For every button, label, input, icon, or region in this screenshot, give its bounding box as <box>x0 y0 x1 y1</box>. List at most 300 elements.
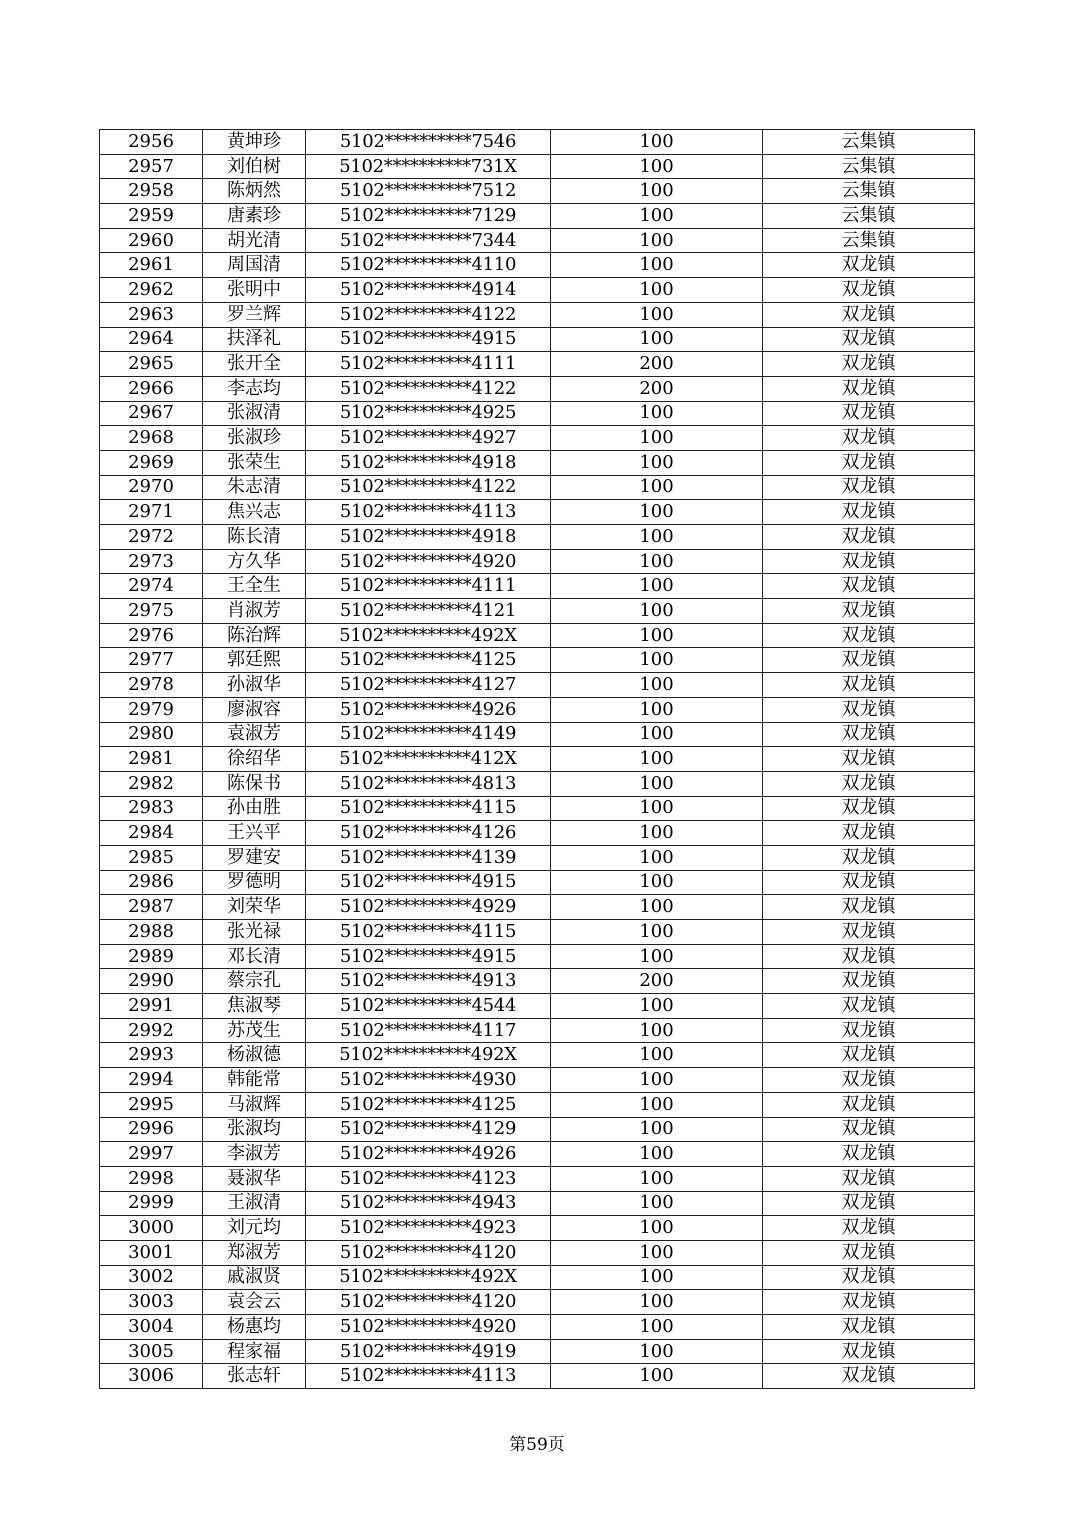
cell-name: 廖淑容 <box>203 697 306 722</box>
cell-id-number: 5102**********4929 <box>306 895 551 920</box>
cell-name: 张志轩 <box>203 1364 306 1389</box>
cell-amount: 100 <box>551 1265 763 1290</box>
cell-name: 苏茂生 <box>203 1018 306 1043</box>
cell-id-number: 5102**********4122 <box>306 475 551 500</box>
cell-name: 罗建安 <box>203 845 306 870</box>
cell-id-number: 5102**********4913 <box>306 969 551 994</box>
cell-id-number: 5102**********492X <box>306 1043 551 1068</box>
cell-amount: 100 <box>551 599 763 624</box>
cell-town: 双龙镇 <box>763 623 975 648</box>
table-row <box>100 895 975 920</box>
cell-name: 郑淑芳 <box>203 1240 306 1265</box>
cell-name: 张光禄 <box>203 920 306 945</box>
table-row <box>100 204 975 229</box>
cell-id-number: 5102**********492X <box>306 623 551 648</box>
table-row <box>100 623 975 648</box>
cell-name: 李淑芳 <box>203 1142 306 1167</box>
cell-id-number: 5102**********4149 <box>306 722 551 747</box>
cell-id-number: 5102**********4926 <box>306 1142 551 1167</box>
cell-name: 韩能常 <box>203 1068 306 1093</box>
table-row <box>100 475 975 500</box>
cell-seq-no: 2961 <box>100 253 203 278</box>
cell-seq-no: 2970 <box>100 475 203 500</box>
cell-town: 云集镇 <box>763 204 975 229</box>
cell-seq-no: 2967 <box>100 401 203 426</box>
roster-table <box>99 129 975 1389</box>
cell-name: 刘伯树 <box>203 154 306 179</box>
table-row <box>100 722 975 747</box>
cell-id-number: 5102**********7512 <box>306 179 551 204</box>
table-row <box>100 1216 975 1241</box>
cell-amount: 100 <box>551 722 763 747</box>
roster-table-body <box>100 130 975 1389</box>
cell-id-number: 5102**********4126 <box>306 821 551 846</box>
cell-name: 唐素珍 <box>203 204 306 229</box>
cell-town: 双龙镇 <box>763 994 975 1019</box>
cell-amount: 100 <box>551 154 763 179</box>
cell-amount: 100 <box>551 1290 763 1315</box>
cell-name: 张淑清 <box>203 401 306 426</box>
cell-seq-no: 2966 <box>100 376 203 401</box>
table-row <box>100 426 975 451</box>
cell-amount: 100 <box>551 1092 763 1117</box>
cell-id-number: 5102**********4544 <box>306 994 551 1019</box>
cell-seq-no: 3005 <box>100 1339 203 1364</box>
cell-town: 云集镇 <box>763 154 975 179</box>
cell-id-number: 5102**********412X <box>306 747 551 772</box>
cell-town: 双龙镇 <box>763 920 975 945</box>
cell-town: 双龙镇 <box>763 525 975 550</box>
table-row <box>100 1364 975 1389</box>
cell-seq-no: 2998 <box>100 1166 203 1191</box>
cell-amount: 100 <box>551 1240 763 1265</box>
table-row <box>100 130 975 155</box>
cell-seq-no: 2957 <box>100 154 203 179</box>
cell-id-number: 5102**********4113 <box>306 1364 551 1389</box>
cell-id-number: 5102**********7129 <box>306 204 551 229</box>
table-row <box>100 253 975 278</box>
cell-seq-no: 2975 <box>100 599 203 624</box>
cell-name: 张开全 <box>203 352 306 377</box>
cell-name: 肖淑芳 <box>203 599 306 624</box>
table-row <box>100 870 975 895</box>
cell-name: 邓长清 <box>203 944 306 969</box>
cell-id-number: 5102**********4123 <box>306 1166 551 1191</box>
cell-seq-no: 2987 <box>100 895 203 920</box>
cell-amount: 100 <box>551 401 763 426</box>
cell-amount: 100 <box>551 944 763 969</box>
cell-seq-no: 2985 <box>100 845 203 870</box>
cell-seq-no: 2991 <box>100 994 203 1019</box>
cell-name: 戚淑贤 <box>203 1265 306 1290</box>
cell-town: 双龙镇 <box>763 673 975 698</box>
cell-id-number: 5102**********4111 <box>306 574 551 599</box>
cell-name: 陈炳然 <box>203 179 306 204</box>
cell-town: 双龙镇 <box>763 1265 975 1290</box>
table-row <box>100 821 975 846</box>
cell-amount: 100 <box>551 623 763 648</box>
cell-amount: 100 <box>551 1043 763 1068</box>
cell-amount: 100 <box>551 648 763 673</box>
cell-seq-no: 2993 <box>100 1043 203 1068</box>
cell-town: 双龙镇 <box>763 796 975 821</box>
cell-town: 双龙镇 <box>763 599 975 624</box>
cell-town: 双龙镇 <box>763 747 975 772</box>
cell-town: 双龙镇 <box>763 253 975 278</box>
cell-seq-no: 2992 <box>100 1018 203 1043</box>
cell-name: 郭廷熙 <box>203 648 306 673</box>
cell-amount: 100 <box>551 870 763 895</box>
table-row <box>100 1043 975 1068</box>
table-row <box>100 549 975 574</box>
cell-id-number: 5102**********4918 <box>306 450 551 475</box>
cell-seq-no: 2972 <box>100 525 203 550</box>
cell-town: 双龙镇 <box>763 1068 975 1093</box>
cell-seq-no: 2968 <box>100 426 203 451</box>
cell-town: 双龙镇 <box>763 450 975 475</box>
cell-amount: 100 <box>551 673 763 698</box>
cell-town: 双龙镇 <box>763 549 975 574</box>
cell-name: 张明中 <box>203 278 306 303</box>
cell-town: 云集镇 <box>763 228 975 253</box>
cell-amount: 100 <box>551 574 763 599</box>
cell-town: 双龙镇 <box>763 895 975 920</box>
table-row <box>100 1191 975 1216</box>
cell-id-number: 5102**********4120 <box>306 1290 551 1315</box>
cell-name: 朱志清 <box>203 475 306 500</box>
cell-town: 双龙镇 <box>763 722 975 747</box>
cell-amount: 100 <box>551 1364 763 1389</box>
cell-name: 罗德明 <box>203 870 306 895</box>
cell-name: 罗兰辉 <box>203 302 306 327</box>
cell-seq-no: 2959 <box>100 204 203 229</box>
cell-town: 双龙镇 <box>763 376 975 401</box>
cell-amount: 100 <box>551 796 763 821</box>
cell-name: 马淑辉 <box>203 1092 306 1117</box>
cell-name: 刘元均 <box>203 1216 306 1241</box>
table-row <box>100 1166 975 1191</box>
cell-id-number: 5102**********4122 <box>306 302 551 327</box>
cell-name: 王兴平 <box>203 821 306 846</box>
cell-amount: 100 <box>551 475 763 500</box>
cell-seq-no: 3000 <box>100 1216 203 1241</box>
cell-amount: 200 <box>551 969 763 994</box>
cell-name: 杨惠均 <box>203 1315 306 1340</box>
table-row <box>100 1315 975 1340</box>
cell-amount: 100 <box>551 278 763 303</box>
cell-id-number: 5102**********4110 <box>306 253 551 278</box>
cell-seq-no: 2979 <box>100 697 203 722</box>
cell-name: 袁会云 <box>203 1290 306 1315</box>
cell-seq-no: 2997 <box>100 1142 203 1167</box>
cell-name: 焦兴志 <box>203 500 306 525</box>
cell-amount: 100 <box>551 1339 763 1364</box>
cell-amount: 100 <box>551 920 763 945</box>
cell-town: 双龙镇 <box>763 1117 975 1142</box>
cell-name: 王全生 <box>203 574 306 599</box>
table-row <box>100 401 975 426</box>
cell-id-number: 5102**********4115 <box>306 796 551 821</box>
cell-seq-no: 2971 <box>100 500 203 525</box>
cell-town: 双龙镇 <box>763 1142 975 1167</box>
cell-name: 蔡宗孔 <box>203 969 306 994</box>
cell-town: 双龙镇 <box>763 648 975 673</box>
cell-id-number: 5102**********492X <box>306 1265 551 1290</box>
cell-town: 双龙镇 <box>763 944 975 969</box>
table-row <box>100 697 975 722</box>
table-row <box>100 525 975 550</box>
table-row <box>100 228 975 253</box>
cell-name: 袁淑芳 <box>203 722 306 747</box>
cell-name: 徐绍华 <box>203 747 306 772</box>
cell-name: 李志均 <box>203 376 306 401</box>
cell-amount: 100 <box>551 549 763 574</box>
table-row <box>100 376 975 401</box>
cell-town: 双龙镇 <box>763 1216 975 1241</box>
cell-amount: 100 <box>551 253 763 278</box>
cell-seq-no: 3003 <box>100 1290 203 1315</box>
cell-amount: 100 <box>551 895 763 920</box>
table-row <box>100 574 975 599</box>
cell-name: 方久华 <box>203 549 306 574</box>
cell-seq-no: 3006 <box>100 1364 203 1389</box>
cell-seq-no: 2996 <box>100 1117 203 1142</box>
cell-amount: 100 <box>551 1117 763 1142</box>
cell-id-number: 5102**********4117 <box>306 1018 551 1043</box>
cell-amount: 100 <box>551 1068 763 1093</box>
cell-name: 聂淑华 <box>203 1166 306 1191</box>
cell-seq-no: 2984 <box>100 821 203 846</box>
cell-seq-no: 2965 <box>100 352 203 377</box>
cell-seq-no: 2983 <box>100 796 203 821</box>
cell-id-number: 5102**********4125 <box>306 648 551 673</box>
cell-town: 双龙镇 <box>763 1290 975 1315</box>
cell-town: 双龙镇 <box>763 475 975 500</box>
cell-id-number: 5102**********4943 <box>306 1191 551 1216</box>
table-row <box>100 327 975 352</box>
cell-name: 杨淑德 <box>203 1043 306 1068</box>
table-row <box>100 1142 975 1167</box>
cell-name: 张淑均 <box>203 1117 306 1142</box>
cell-id-number: 5102**********4125 <box>306 1092 551 1117</box>
cell-amount: 100 <box>551 130 763 155</box>
cell-name: 陈治辉 <box>203 623 306 648</box>
cell-id-number: 5102**********731X <box>306 154 551 179</box>
cell-id-number: 5102**********4930 <box>306 1068 551 1093</box>
cell-town: 双龙镇 <box>763 870 975 895</box>
cell-amount: 100 <box>551 845 763 870</box>
cell-id-number: 5102**********4113 <box>306 500 551 525</box>
cell-id-number: 5102**********7546 <box>306 130 551 155</box>
cell-id-number: 5102**********7344 <box>306 228 551 253</box>
cell-amount: 100 <box>551 1142 763 1167</box>
cell-seq-no: 2978 <box>100 673 203 698</box>
table-row <box>100 944 975 969</box>
cell-town: 双龙镇 <box>763 1240 975 1265</box>
cell-name: 黄坤珍 <box>203 130 306 155</box>
cell-amount: 100 <box>551 771 763 796</box>
cell-town: 双龙镇 <box>763 697 975 722</box>
cell-id-number: 5102**********4915 <box>306 327 551 352</box>
cell-seq-no: 2986 <box>100 870 203 895</box>
cell-name: 王淑清 <box>203 1191 306 1216</box>
cell-id-number: 5102**********4915 <box>306 870 551 895</box>
cell-seq-no: 2977 <box>100 648 203 673</box>
cell-id-number: 5102**********4923 <box>306 1216 551 1241</box>
cell-amount: 100 <box>551 500 763 525</box>
cell-seq-no: 2989 <box>100 944 203 969</box>
cell-town: 云集镇 <box>763 130 975 155</box>
table-row <box>100 673 975 698</box>
cell-town: 双龙镇 <box>763 352 975 377</box>
table-row <box>100 450 975 475</box>
cell-seq-no: 2988 <box>100 920 203 945</box>
cell-amount: 100 <box>551 228 763 253</box>
table-row <box>100 796 975 821</box>
cell-seq-no: 2976 <box>100 623 203 648</box>
cell-town: 双龙镇 <box>763 302 975 327</box>
cell-seq-no: 2981 <box>100 747 203 772</box>
cell-amount: 100 <box>551 1315 763 1340</box>
cell-id-number: 5102**********4122 <box>306 376 551 401</box>
cell-town: 双龙镇 <box>763 1043 975 1068</box>
cell-amount: 100 <box>551 994 763 1019</box>
cell-seq-no: 2960 <box>100 228 203 253</box>
cell-id-number: 5102**********4111 <box>306 352 551 377</box>
cell-name: 程家福 <box>203 1339 306 1364</box>
cell-town: 双龙镇 <box>763 969 975 994</box>
cell-amount: 100 <box>551 204 763 229</box>
table-row <box>100 845 975 870</box>
table-row <box>100 179 975 204</box>
cell-id-number: 5102**********4120 <box>306 1240 551 1265</box>
table-row <box>100 994 975 1019</box>
cell-id-number: 5102**********4914 <box>306 278 551 303</box>
table-row <box>100 302 975 327</box>
cell-seq-no: 2995 <box>100 1092 203 1117</box>
cell-amount: 200 <box>551 352 763 377</box>
cell-name: 孙由胜 <box>203 796 306 821</box>
cell-seq-no: 3004 <box>100 1315 203 1340</box>
cell-name: 陈长清 <box>203 525 306 550</box>
cell-amount: 100 <box>551 747 763 772</box>
cell-town: 双龙镇 <box>763 1166 975 1191</box>
cell-seq-no: 2999 <box>100 1191 203 1216</box>
cell-seq-no: 3002 <box>100 1265 203 1290</box>
cell-seq-no: 2973 <box>100 549 203 574</box>
cell-amount: 100 <box>551 1216 763 1241</box>
cell-seq-no: 2963 <box>100 302 203 327</box>
cell-id-number: 5102**********4918 <box>306 525 551 550</box>
cell-town: 双龙镇 <box>763 1339 975 1364</box>
table-row <box>100 771 975 796</box>
table-row <box>100 1092 975 1117</box>
cell-id-number: 5102**********4127 <box>306 673 551 698</box>
cell-amount: 100 <box>551 450 763 475</box>
table-row <box>100 648 975 673</box>
cell-town: 双龙镇 <box>763 278 975 303</box>
cell-amount: 200 <box>551 376 763 401</box>
cell-name: 张荣生 <box>203 450 306 475</box>
cell-seq-no: 2956 <box>100 130 203 155</box>
table-row <box>100 969 975 994</box>
cell-name: 周国清 <box>203 253 306 278</box>
table-row <box>100 1339 975 1364</box>
cell-seq-no: 2969 <box>100 450 203 475</box>
cell-amount: 100 <box>551 821 763 846</box>
cell-name: 张淑珍 <box>203 426 306 451</box>
cell-name: 陈保书 <box>203 771 306 796</box>
cell-town: 双龙镇 <box>763 845 975 870</box>
cell-amount: 100 <box>551 179 763 204</box>
cell-town: 云集镇 <box>763 179 975 204</box>
cell-town: 双龙镇 <box>763 500 975 525</box>
cell-amount: 100 <box>551 426 763 451</box>
cell-name: 刘荣华 <box>203 895 306 920</box>
cell-name: 胡光清 <box>203 228 306 253</box>
cell-seq-no: 2994 <box>100 1068 203 1093</box>
table-row <box>100 1018 975 1043</box>
table-row <box>100 747 975 772</box>
cell-id-number: 5102**********4915 <box>306 944 551 969</box>
table-row <box>100 154 975 179</box>
cell-town: 双龙镇 <box>763 426 975 451</box>
cell-seq-no: 2990 <box>100 969 203 994</box>
cell-id-number: 5102**********4129 <box>306 1117 551 1142</box>
cell-id-number: 5102**********4919 <box>306 1339 551 1364</box>
cell-id-number: 5102**********4121 <box>306 599 551 624</box>
cell-town: 双龙镇 <box>763 401 975 426</box>
cell-seq-no: 2982 <box>100 771 203 796</box>
page-number: 第59页 <box>509 1435 565 1455</box>
cell-name: 扶泽礼 <box>203 327 306 352</box>
cell-id-number: 5102**********4920 <box>306 549 551 574</box>
cell-amount: 100 <box>551 327 763 352</box>
table-row <box>100 1290 975 1315</box>
table-row <box>100 1068 975 1093</box>
cell-name: 焦淑琴 <box>203 994 306 1019</box>
cell-amount: 100 <box>551 1166 763 1191</box>
cell-town: 双龙镇 <box>763 771 975 796</box>
cell-amount: 100 <box>551 697 763 722</box>
cell-amount: 100 <box>551 1018 763 1043</box>
cell-town: 双龙镇 <box>763 1092 975 1117</box>
cell-amount: 100 <box>551 525 763 550</box>
cell-town: 双龙镇 <box>763 1315 975 1340</box>
cell-name: 孙淑华 <box>203 673 306 698</box>
table-row <box>100 920 975 945</box>
cell-id-number: 5102**********4927 <box>306 426 551 451</box>
cell-seq-no: 2958 <box>100 179 203 204</box>
cell-id-number: 5102**********4920 <box>306 1315 551 1340</box>
table-row <box>100 278 975 303</box>
cell-id-number: 5102**********4813 <box>306 771 551 796</box>
cell-town: 双龙镇 <box>763 327 975 352</box>
cell-town: 双龙镇 <box>763 1018 975 1043</box>
cell-seq-no: 2980 <box>100 722 203 747</box>
cell-seq-no: 2964 <box>100 327 203 352</box>
cell-town: 双龙镇 <box>763 821 975 846</box>
cell-id-number: 5102**********4926 <box>306 697 551 722</box>
cell-amount: 100 <box>551 1191 763 1216</box>
cell-town: 双龙镇 <box>763 574 975 599</box>
cell-town: 双龙镇 <box>763 1191 975 1216</box>
cell-town: 双龙镇 <box>763 1364 975 1389</box>
table-row <box>100 1240 975 1265</box>
cell-id-number: 5102**********4115 <box>306 920 551 945</box>
cell-seq-no: 2962 <box>100 278 203 303</box>
cell-amount: 100 <box>551 302 763 327</box>
